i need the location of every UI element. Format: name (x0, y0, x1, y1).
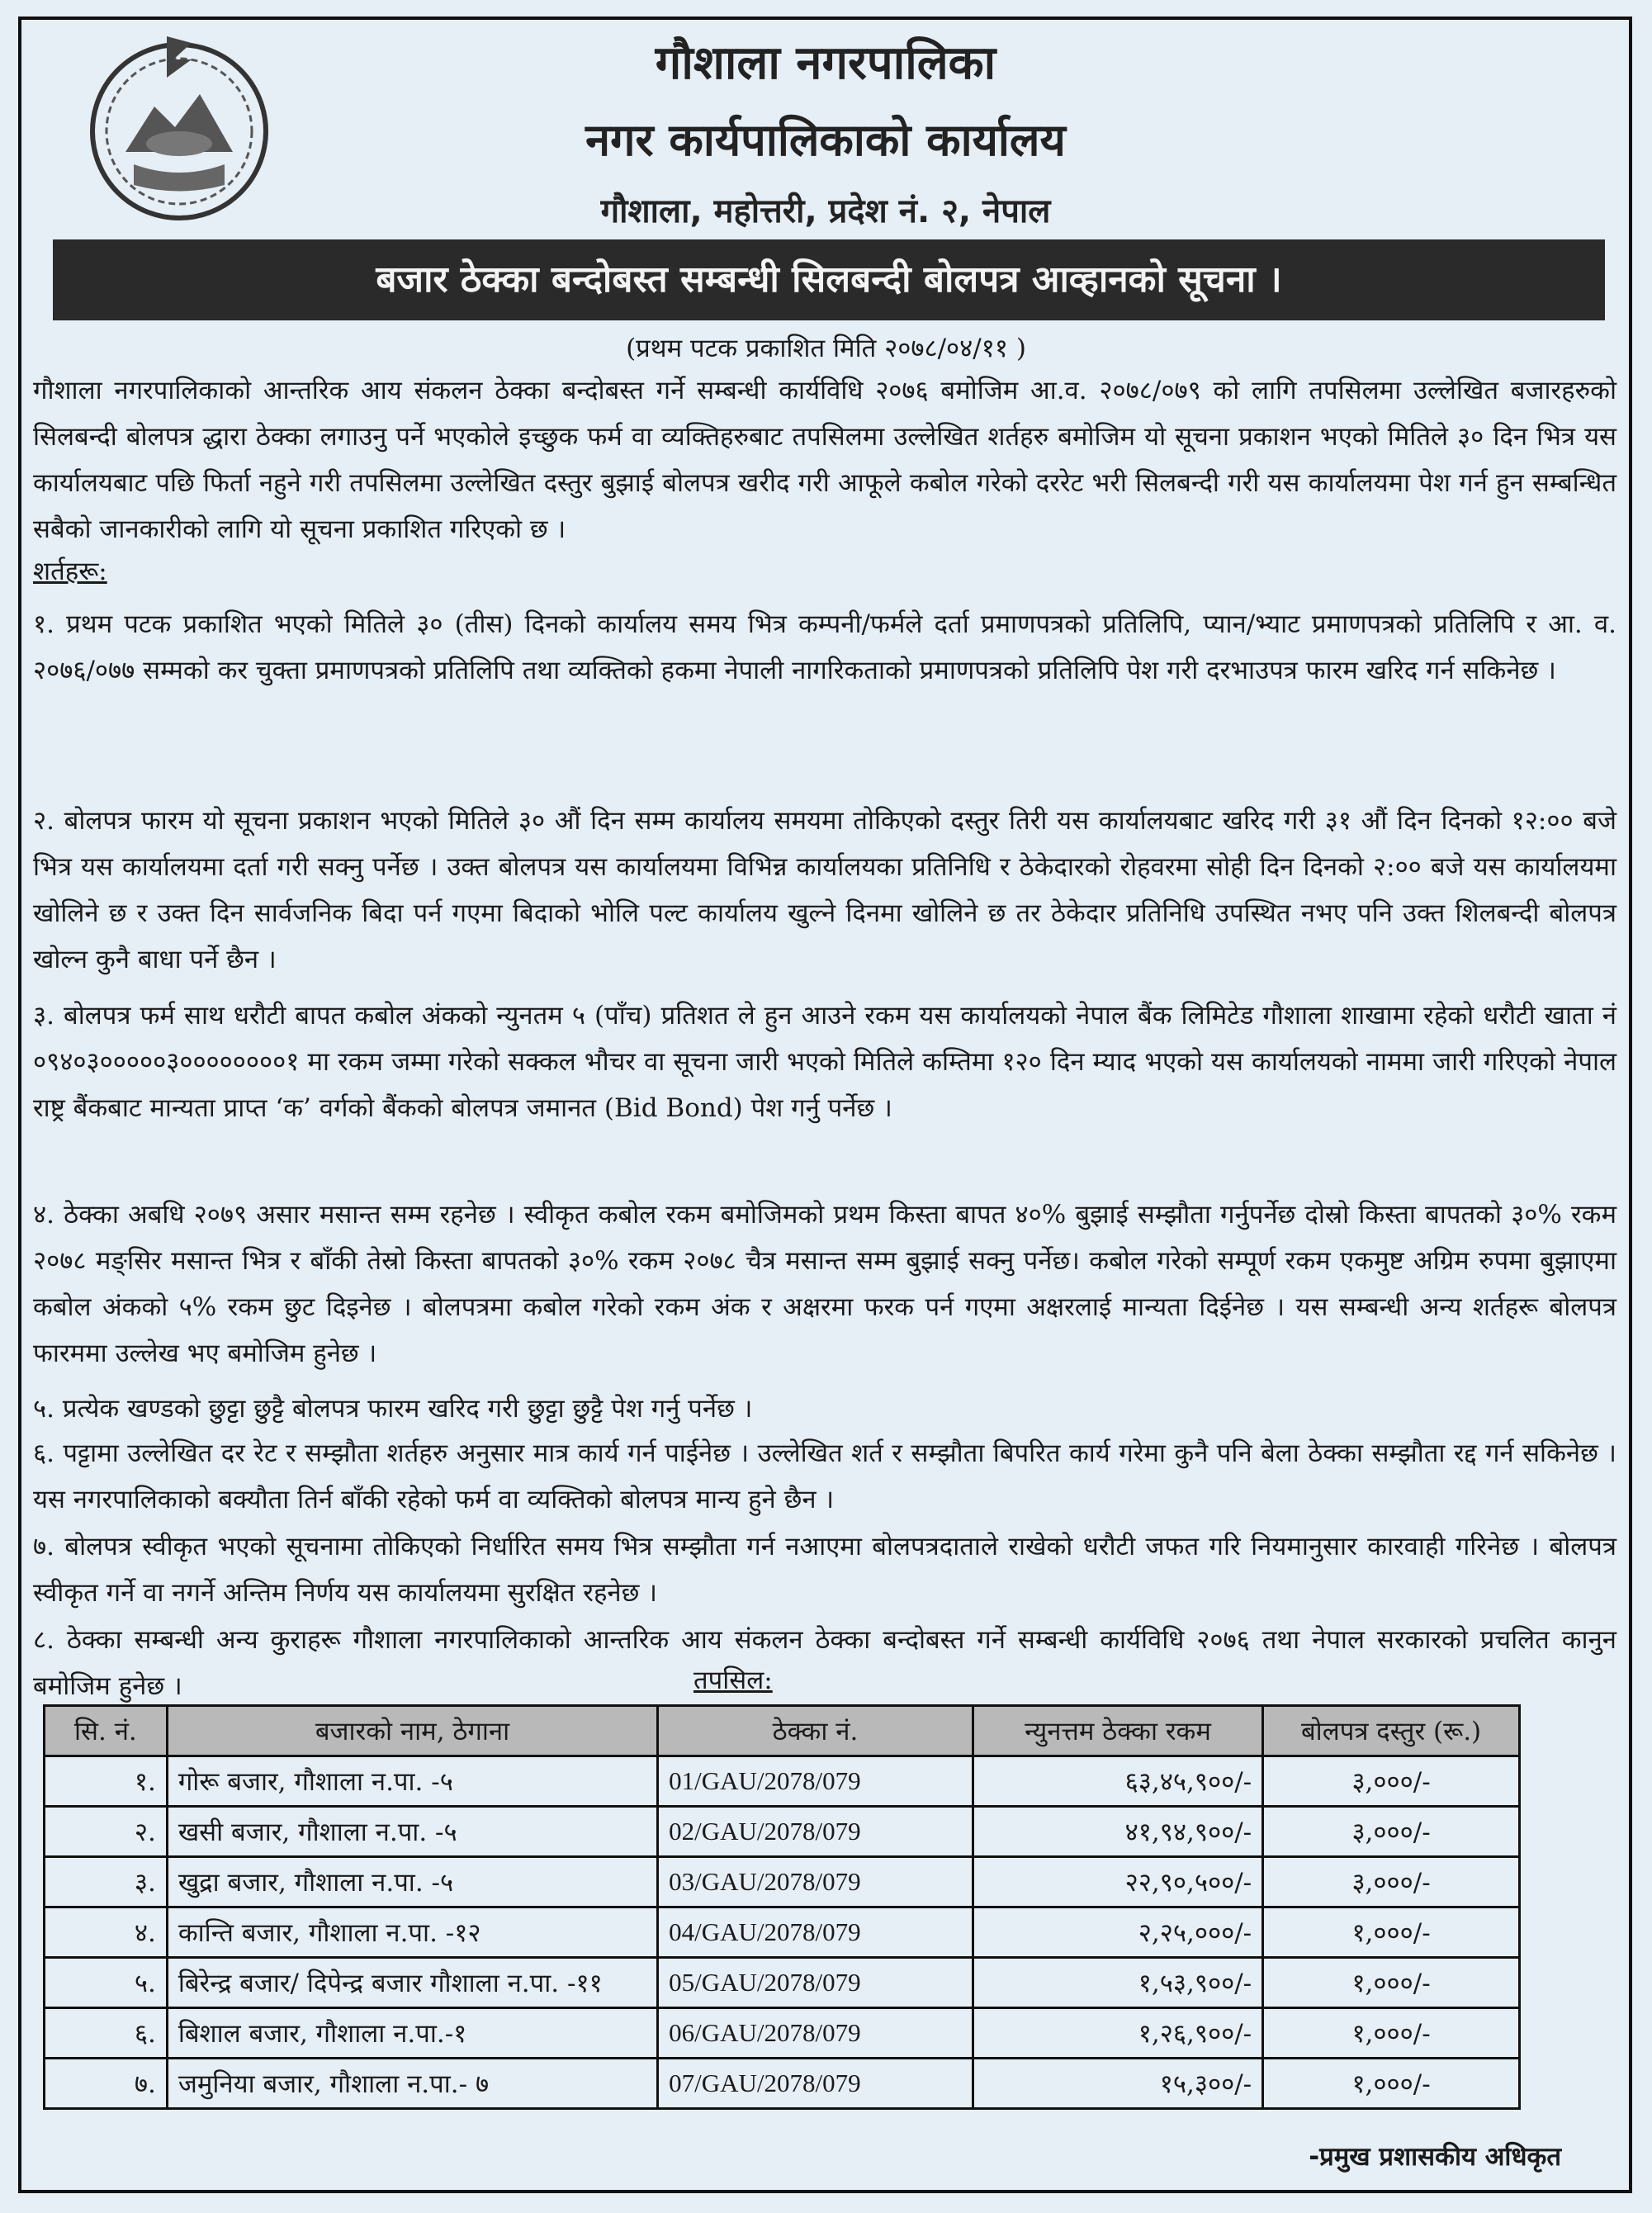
term-item: १. प्रथम पटक प्रकाशित भएको मितिले ३० (तीस) दिनको कार्यालय समय भित्र कम्पनी/फर्मले दर्ता प्रमाणपत्रको प्रतिलिपि, प्यान/भ्याट प्रमाणपत्रको प्रतिलिपि र आ. व. २०७६/०७७ सम्मको कर चुक्ता प्रमाणपत्रको प्रतिलिपि तथा व्यक्तिको हकमा नेपाली नागरिकताको प्रमाणपत्रको प्रतिलिपि पेश गरी दरभाउपत्र फारम खरिद गर्न सकिनेछ । (33, 609, 1616, 685)
cell-bid-fee: ३,०००/- (1263, 1857, 1520, 1907)
cell-bid-fee: १,०००/- (1263, 1958, 1520, 2008)
office-address: गौशाला, महोत्तरी, प्रदेश नं. २, नेपाल (600, 192, 1051, 230)
office-name: नगर कार्यपालिकाको कार्यालय (585, 114, 1066, 166)
table-row (45, 1807, 1520, 1857)
table-row (45, 1756, 1520, 1807)
cell-contract-no: 07/GAU/2078/079 (658, 2059, 973, 2109)
publication-date: (प्रथम पटक प्रकाशित मिति २०७८/०४/११ ) (626, 334, 1026, 363)
intro-paragraph: गौशाला नगरपालिकाको आन्तरिक आय संकलन ठेक्का बन्दोबस्त गर्ने सम्बन्धी कार्यविधि २०७६ बमोजिम आ.व. २०७८/०७९ को लागि तपसिलमा उल्लेखित बजारहरुको सिलबन्दी बोलपत्र द्धारा ठेक्का लगाउनु पर्ने भएकोले इच्छुक फर्म वा व्यक्तिहरुबाट तपसिलमा उल्लेखित शर्तहरु बमोजिम यो सूचना प्रकाशन भएको मितिले ३० दिन भित्र यस कार्यालयबाट पछि फिर्ता नहुने गरी तपसिलमा उल्लेखित दस्तुर बुझाई बोलपत्र खरीद गरी आफूले कबोल गरेको दररेट भरी सिलबन्दी गरी यस कार्यालयमा पेश गर्न हुन सम्बन्धित सबैको जानकारीको लागि यो सूचना प्रकाशित गरिएको छ । (33, 376, 1616, 544)
cell-market: बिशाल बजार, गौशाला न.पा.-१ (167, 2008, 657, 2059)
terms-heading: शर्तहरू: (33, 557, 107, 586)
table-row (45, 2059, 1520, 2109)
cell-serial: १. (45, 1756, 168, 1807)
schedule-heading: तपसिल: (693, 1666, 773, 1695)
signature-designation: -प्रमुख प्रशासकीय अधिकृत (1309, 2142, 1561, 2172)
term-item: ३. बोलपत्र फर्म साथ धरौटी बापत कबोल अंकको न्युनतम ५ (पाँच) प्रतिशत ले हुन आउने रकम यस कार्यालयको नेपाल बैंक लिमिटेड गौशाला शाखामा रहेको धरौटी खाता नं ०९४०३०००००३००००००००१ मा रकम जम्मा गरेको सक्कल भौचर वा सूचना जारी भएको मितिले कम्तिमा १२० दिन म्याद भएको यस कार्यालयको नाममा जारी गरिएको नेपाल राष्ट्र बैंकबाट मान्यता प्राप्त ‘क’ वर्गको बैंकको बोलपत्र जमानत (Bid Bond) पेश गर्नु पर्नेछ । (33, 1001, 1616, 1123)
cell-serial: ३. (45, 1857, 168, 1907)
cell-contract-no: 01/GAU/2078/079 (658, 1756, 973, 1807)
cell-market: बिरेन्द्र बजार/ दिपेन्द्र बजार गौशाला न.पा. -११ (167, 1958, 657, 2008)
table-row (45, 1907, 1520, 1958)
col-header-bid-fee: बोलपत्र दस्तुर (रू.) (1263, 1706, 1520, 1756)
cell-market: खसी बजार, गौशाला न.पा. -५ (167, 1807, 657, 1857)
cell-min-amount: २,२५,०००/- (973, 1907, 1262, 1958)
cell-bid-fee: १,०००/- (1263, 1907, 1520, 1958)
table-row (45, 1958, 1520, 2008)
cell-market: गोरू बजार, गौशाला न.पा. -५ (167, 1756, 657, 1807)
table-header-row (45, 1706, 1520, 1756)
cell-bid-fee: ३,०००/- (1263, 1756, 1520, 1807)
cell-bid-fee: १,०००/- (1263, 2059, 1520, 2109)
term-item: ७. बोलपत्र स्वीकृत भएको सूचनामा तोकिएको निर्धारित समय भित्र सम्झौता गर्न नआएमा बोलपत्रदाताले राखेको धरौटी जफत गरि नियमानुसार कारवाही गरिनेछ । बोलपत्र स्वीकृत गर्ने वा नगर्ने अन्तिम निर्णय यस कार्यालयमा सुरक्षित रहनेछ । (33, 1532, 1616, 1608)
term-item: ६. पट्टामा उल्लेखित दर रेट र सम्झौता शर्तहरु अनुसार मात्र कार्य गर्न पाईनेछ । उल्लेखित शर्त र सम्झौता बिपरित कार्य गरेमा कुनै पनि बेला ठेक्का सम्झौता रद्द गर्न सकिनेछ । यस नगरपालिकाको बक्यौता तिर्न बाँकी रहेको फर्म वा व्यक्तिको बोलपत्र मान्य हुने छैन । (33, 1438, 1616, 1514)
col-header-contract-no: ठेक्का नं. (658, 1706, 973, 1756)
nepal-emblem-icon (76, 28, 282, 226)
cell-contract-no: 02/GAU/2078/079 (658, 1807, 973, 1857)
cell-market: कान्ति बजार, गौशाला न.पा. -१२ (167, 1907, 657, 1958)
col-header-market: बजारको नाम, ठेगाना (167, 1706, 657, 1756)
cell-contract-no: 04/GAU/2078/079 (658, 1907, 973, 1958)
cell-bid-fee: १,०००/- (1263, 2008, 1520, 2059)
term-item: ८. ठेक्का सम्बन्धी अन्य कुराहरू गौशाला नगरपालिकाको आन्तरिक आय संकलन ठेक्का बन्दोबस्त गर्ने सम्बन्धी कार्यविधि २०७६ तथा नेपाल सरकारको प्रचलित कानुन बमोजिम हुनेछ । (33, 1625, 1616, 1701)
cell-serial: ४. (45, 1907, 168, 1958)
schedule-table (43, 1704, 1521, 2110)
cell-serial: २. (45, 1807, 168, 1857)
cell-min-amount: ६३,४५,९००/- (973, 1756, 1262, 1807)
cell-contract-no: 05/GAU/2078/079 (658, 1958, 973, 2008)
cell-min-amount: १५,३००/- (973, 2059, 1262, 2109)
cell-contract-no: 03/GAU/2078/079 (658, 1857, 973, 1907)
municipality-name: गौशाला नगरपालिका (655, 36, 996, 90)
col-header-serial: सि. नं. (45, 1706, 168, 1756)
notice-title: बजार ठेक्का बन्दोबस्त सम्बन्धी सिलबन्दी बोलपत्र आव्हानको सूचना । (53, 239, 1605, 320)
term-item: ५. प्रत्येक खण्डको छुट्टा छुट्टै बोलपत्र फारम खरिद गरी छुट्टा छुट्टै पेश गर्नु पर्नेछ । (33, 1394, 753, 1424)
term-item: २. बोलपत्र फारम यो सूचना प्रकाशन भएको मितिले ३० औं दिन सम्म कार्यालय समयमा तोकिएको दस्तुर तिरी यस कार्यालयबाट खरिद गरी ३१ औं दिन दिनको १२:०० बजे भित्र यस कार्यालयमा दर्ता गरी सक्नु पर्नेछ । उक्त बोलपत्र यस कार्यालयमा विभिन्न कार्यालयका प्रतिनिधि र ठेकेदारको रोहवरमा सोही दिन दिनको २:०० बजे यस कार्यालयमा खोलिने छ र उक्त दिन सार्वजनिक बिदा पर्न गएमा बिदाको भोलि पल्ट कार्यालय खुल्ने दिनमा खोलिने छ तर ठेकेदार प्रतिनिधि उपस्थित नभए पनि उक्त शिलबन्दी बोलपत्र खोल्न कुनै बाधा पर्ने छैन । (33, 806, 1616, 974)
cell-market: जमुनिया बजार, गौशाला न.पा.- ७ (167, 2059, 657, 2109)
cell-min-amount: १,२६,९००/- (973, 2008, 1262, 2059)
cell-min-amount: ४१,९४,९००/- (973, 1807, 1262, 1857)
cell-market: खुद्रा बजार, गौशाला न.पा. -५ (167, 1857, 657, 1907)
cell-serial: ५. (45, 1958, 168, 2008)
cell-contract-no: 06/GAU/2078/079 (658, 2008, 973, 2059)
cell-serial: ७. (45, 2059, 168, 2109)
col-header-min-amount: न्युनत्तम ठेक्का रकम (973, 1706, 1262, 1756)
cell-bid-fee: ३,०००/- (1263, 1807, 1520, 1857)
table-row (45, 2008, 1520, 2059)
table-row (45, 1857, 1520, 1907)
cell-min-amount: १,५३,९००/- (973, 1958, 1262, 2008)
cell-min-amount: २२,९०,५००/- (973, 1857, 1262, 1907)
term-item: ४. ठेक्का अबधि २०७९ असार मसान्त सम्म रहनेछ । स्वीकृत कबोल रकम बमोजिमको प्रथम किस्ता बापत ४०% बुझाई सम्झौता गर्नुपर्नेछ दोस्रो किस्ता बापतको ३०% रकम २०७८ मङ्सिर मसान्त भित्र र बाँकी तेस्रो किस्ता बापतको ३०% रकम २०७८ चैत्र मसान्त सम्म बुझाई सक्नु पर्नेछ। कबोल गरेको सम्पूर्ण रकम एकमुष्ट अग्रिम रुपमा बुझाएमा कबोल अंकको ५% रकम छुट दिइनेछ । बोलपत्रमा कबोल गरेको रकम अंक र अक्षरमा फरक पर्न गएमा अक्षरलाई मान्यता दिईनेछ । यस सम्बन्धी अन्य शर्तहरू बोलपत्र फारममा उल्लेख भए बमोजिम हुनेछ । (33, 1200, 1616, 1368)
cell-serial: ६. (45, 2008, 168, 2059)
